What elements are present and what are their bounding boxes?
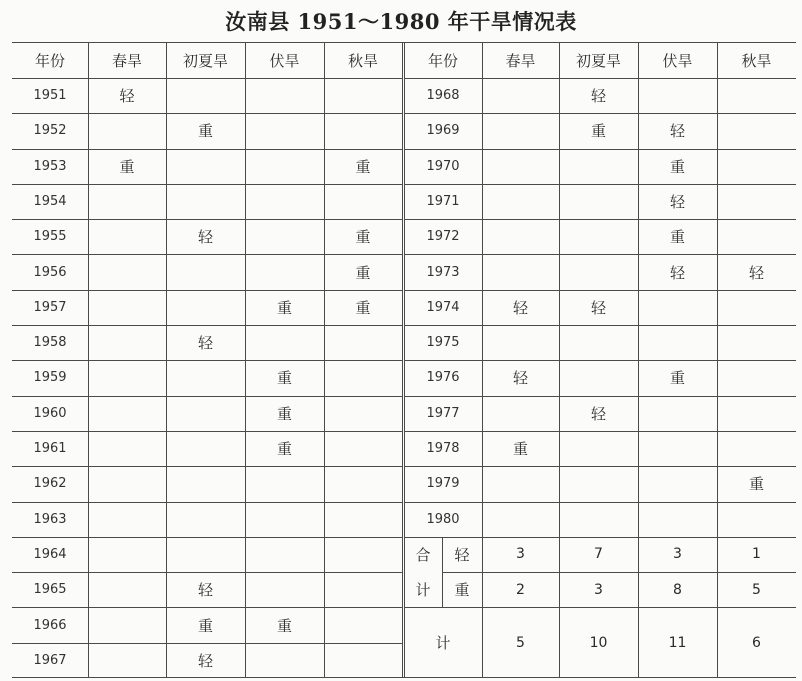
drought-cell: [166, 78, 245, 113]
drought-cell: [559, 149, 638, 184]
drought-cell: [245, 537, 324, 572]
drought-cell: [245, 502, 324, 537]
summary-heavy-count: 2: [516, 581, 525, 598]
drought-cell: [245, 325, 324, 360]
drought-cell: [638, 78, 717, 113]
drought-cell: [88, 502, 166, 537]
summary-he-label: 合: [415, 545, 431, 564]
year-cell: 1964: [33, 546, 67, 562]
drought-cell: [245, 254, 324, 289]
drought-cell: [88, 360, 166, 395]
year-cell: 1955: [33, 229, 67, 245]
drought-cell: 轻: [119, 87, 135, 106]
year-cell: 1972: [426, 229, 460, 245]
year-cell: 1979: [426, 476, 460, 492]
drought-cell: [717, 219, 796, 254]
drought-cell: [559, 466, 638, 501]
header-cell: 春旱: [111, 51, 142, 70]
year-cell: 1970: [426, 158, 460, 174]
drought-cell: [482, 78, 559, 113]
drought-cell: [245, 78, 324, 113]
drought-cell: 轻: [669, 122, 685, 141]
summary-light-count: 1: [752, 546, 761, 563]
drought-cell: [324, 431, 402, 466]
drought-cell: [88, 254, 166, 289]
drought-cell: [482, 396, 559, 431]
summary-heavy-count: 5: [752, 581, 761, 598]
drought-cell: [482, 184, 559, 219]
header-cell: 年份: [34, 51, 65, 70]
drought-cell: 轻: [512, 298, 528, 317]
drought-cell: [638, 325, 717, 360]
year-cell: 1965: [33, 582, 67, 598]
drought-cell: [245, 184, 324, 219]
drought-cell: 轻: [669, 193, 685, 212]
drought-cell: 重: [748, 475, 764, 494]
header-cell: 伏旱: [662, 51, 693, 70]
summary-total-count: 11: [668, 634, 687, 651]
year-cell: 1961: [33, 441, 67, 457]
drought-cell: 重: [276, 440, 292, 459]
drought-cell: [166, 431, 245, 466]
drought-cell: [482, 113, 559, 148]
year-cell: 1958: [33, 335, 67, 351]
drought-cell: [638, 431, 717, 466]
drought-cell: [717, 396, 796, 431]
drought-cell: 重: [355, 157, 371, 176]
drought-cell: [166, 537, 245, 572]
drought-cell: [166, 149, 245, 184]
drought-cell: [166, 184, 245, 219]
year-cell: 1951: [33, 88, 67, 104]
drought-cell: 轻: [748, 263, 764, 282]
header-cell: 秋旱: [741, 51, 772, 70]
drought-cell: [559, 360, 638, 395]
year-cell: 1952: [33, 123, 67, 139]
year-cell: 1966: [33, 617, 67, 633]
year-cell: 1959: [33, 370, 67, 386]
summary-light-label: 轻: [454, 545, 470, 564]
drought-cell: [482, 502, 559, 537]
drought-cell: [717, 184, 796, 219]
drought-cell: [717, 113, 796, 148]
drought-cell: [324, 607, 402, 642]
year-cell: 1960: [33, 405, 67, 421]
year-cell: 1953: [33, 158, 67, 174]
drought-cell: [324, 466, 402, 501]
drought-cell: 重: [276, 298, 292, 317]
summary-light-count: 3: [673, 546, 682, 563]
year-cell: 1977: [426, 405, 460, 421]
summary-heavy-count: 3: [594, 581, 603, 598]
drought-cell: 轻: [590, 298, 606, 317]
drought-cell: 轻: [197, 651, 213, 670]
summary-total-count: 6: [752, 634, 761, 651]
page-title: 汝南县 1951～1980 年干旱情况表: [225, 9, 577, 34]
drought-cell: [638, 466, 717, 501]
drought-cell: [717, 149, 796, 184]
drought-cell: [88, 184, 166, 219]
drought-cell: [717, 431, 796, 466]
drought-cell: 重: [669, 369, 685, 388]
drought-cell: [166, 360, 245, 395]
drought-cell: [245, 643, 324, 678]
drought-cell: [559, 431, 638, 466]
drought-cell: [559, 502, 638, 537]
header-cell: 伏旱: [269, 51, 300, 70]
drought-cell: [88, 396, 166, 431]
drought-cell: [482, 466, 559, 501]
drought-cell: [717, 360, 796, 395]
drought-cell: 轻: [512, 369, 528, 388]
drought-cell: [166, 290, 245, 325]
drought-cell: [88, 113, 166, 148]
drought-cell: [559, 219, 638, 254]
drought-cell: 重: [276, 369, 292, 388]
drought-cell: 重: [355, 228, 371, 247]
drought-cell: [324, 360, 402, 395]
summary-ji-label: 计: [415, 581, 431, 600]
drought-cell: 重: [355, 298, 371, 317]
drought-cell: [88, 431, 166, 466]
drought-cell: [638, 396, 717, 431]
drought-cell: [638, 290, 717, 325]
header-cell: 春旱: [505, 51, 536, 70]
drought-cell: [324, 113, 402, 148]
drought-cell: 轻: [590, 404, 606, 423]
drought-cell: 重: [276, 404, 292, 423]
year-cell: 1969: [426, 123, 460, 139]
drought-cell: [482, 149, 559, 184]
drought-cell: [324, 643, 402, 678]
year-cell: 1967: [33, 652, 67, 668]
summary-total-count: 5: [516, 634, 525, 651]
drought-cell: [88, 325, 166, 360]
drought-cell: 轻: [590, 87, 606, 106]
drought-cell: [482, 325, 559, 360]
summary-total-label: 计: [435, 634, 451, 653]
drought-cell: [482, 219, 559, 254]
drought-cell: 轻: [197, 334, 213, 353]
drought-cell: [638, 502, 717, 537]
drought-cell: [245, 219, 324, 254]
drought-cell: 重: [119, 157, 135, 176]
drought-cell: [245, 113, 324, 148]
drought-cell: 重: [355, 263, 371, 282]
year-cell: 1978: [426, 441, 460, 457]
drought-cell: [559, 184, 638, 219]
drought-cell: [559, 325, 638, 360]
drought-cell: [88, 290, 166, 325]
drought-cell: [717, 78, 796, 113]
drought-cell: [245, 466, 324, 501]
drought-cell: [166, 466, 245, 501]
year-cell: 1968: [426, 88, 460, 104]
drought-cell: [166, 502, 245, 537]
drought-cell: [324, 572, 402, 607]
drought-cell: 重: [197, 616, 213, 635]
drought-table: [12, 42, 796, 678]
drought-cell: [324, 502, 402, 537]
drought-cell: 轻: [669, 263, 685, 282]
year-cell: 1971: [426, 194, 460, 210]
year-cell: 1963: [33, 511, 67, 527]
drought-cell: [88, 572, 166, 607]
drought-cell: [324, 537, 402, 572]
drought-cell: [717, 325, 796, 360]
year-cell: 1980: [426, 511, 460, 527]
header-cell: 初夏旱: [182, 51, 228, 70]
header-cell: 初夏旱: [575, 51, 621, 70]
year-cell: 1975: [426, 335, 460, 351]
drought-cell: [88, 219, 166, 254]
year-cell: 1976: [426, 370, 460, 386]
year-cell: 1956: [33, 264, 67, 280]
drought-cell: [88, 643, 166, 678]
header-cell: 秋旱: [347, 51, 378, 70]
header-cell: 年份: [427, 51, 458, 70]
year-cell: 1954: [33, 194, 67, 210]
drought-cell: [88, 537, 166, 572]
drought-cell: 重: [512, 440, 528, 459]
drought-cell: [324, 396, 402, 431]
drought-cell: 重: [669, 157, 685, 176]
drought-cell: 轻: [197, 581, 213, 600]
summary-heavy-label: 重: [454, 581, 470, 600]
drought-cell: [245, 572, 324, 607]
drought-cell: [245, 149, 324, 184]
drought-cell: [88, 466, 166, 501]
drought-cell: 轻: [197, 228, 213, 247]
drought-cell: [717, 290, 796, 325]
year-cell: 1973: [426, 264, 460, 280]
drought-cell: 重: [276, 616, 292, 635]
drought-cell: [166, 254, 245, 289]
year-cell: 1974: [426, 299, 460, 315]
year-cell: 1962: [33, 476, 67, 492]
column-rule: [402, 42, 403, 678]
drought-cell: [717, 502, 796, 537]
drought-cell: 重: [590, 122, 606, 141]
drought-cell: [324, 325, 402, 360]
summary-light-count: 3: [516, 546, 525, 563]
drought-cell: [166, 396, 245, 431]
drought-cell: [559, 254, 638, 289]
drought-cell: [324, 78, 402, 113]
summary-light-count: 7: [594, 546, 603, 563]
drought-cell: 重: [197, 122, 213, 141]
summary-total-count: 10: [589, 634, 608, 651]
drought-cell: 重: [669, 228, 685, 247]
year-cell: 1957: [33, 299, 67, 315]
drought-cell: [482, 254, 559, 289]
drought-cell: [324, 184, 402, 219]
drought-cell: [88, 607, 166, 642]
summary-heavy-count: 8: [673, 581, 682, 598]
